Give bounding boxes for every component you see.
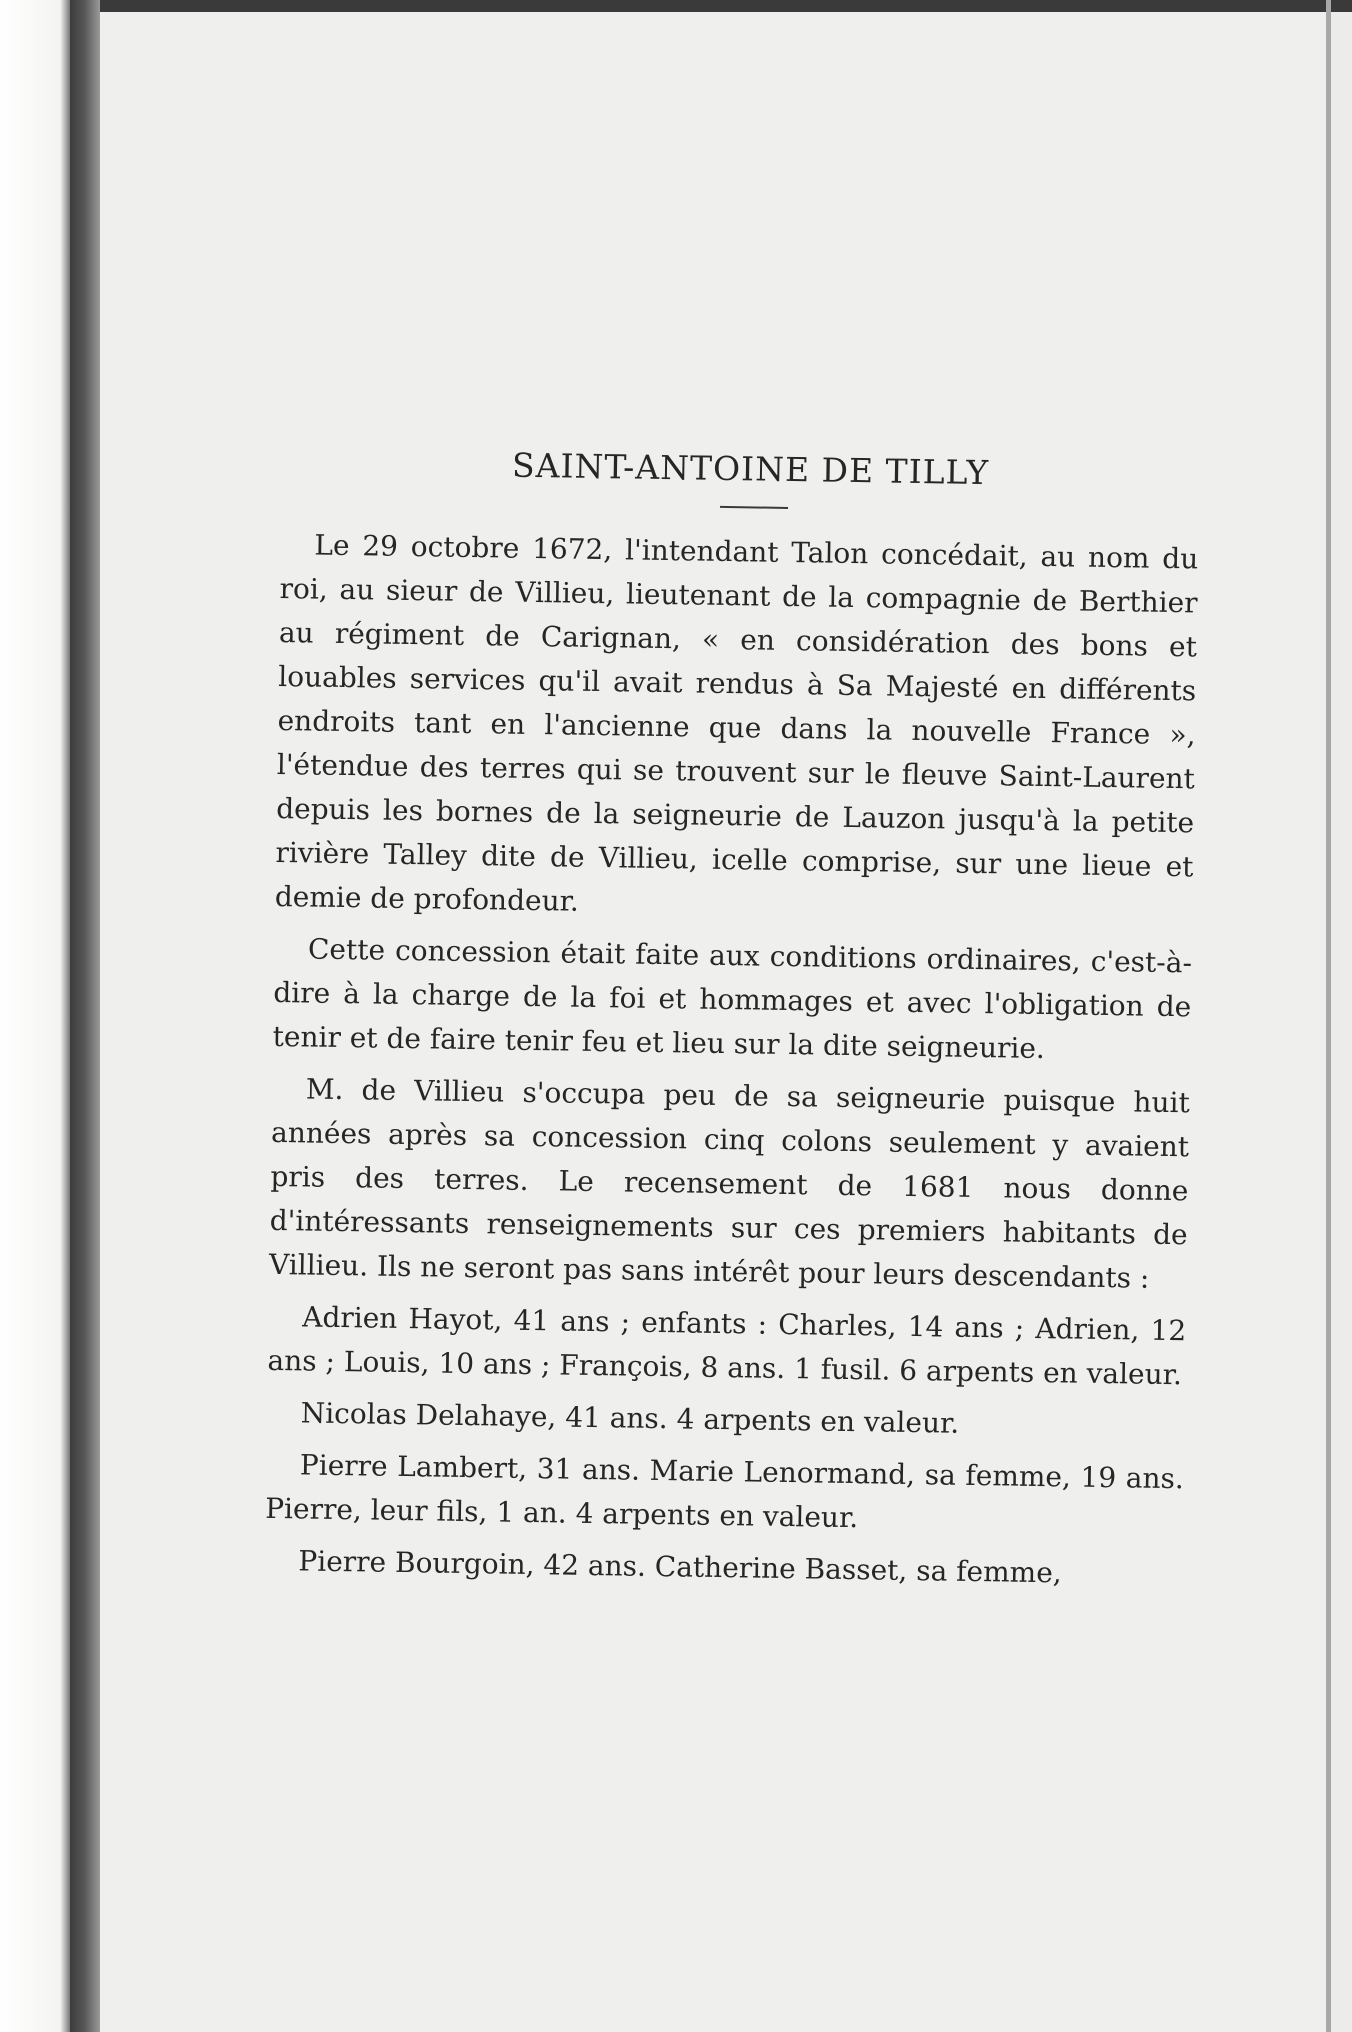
paragraph-conditions: Cette concession était faite aux conditions ordinaires, c'est-à-dire à la charge de la foi et hommages et avec l'obligation de tenir et de faire tenir feu et lieu sur la dite seigneurie. [272, 932, 1193, 1066]
page-title: SAINT-ANTOINE DE TILLY [511, 445, 990, 493]
title-divider [720, 506, 788, 509]
paragraph-concession: Le 29 octobre 1672, l'intendant Talon concédait, au nom du roi, au sieur de Villieu, lieutenant de la compagnie de Berthier au régiment de Carignan, « en considération des bons et louables services qu'il avait rendus à Sa Majesté en différents endroits tant en l'ancienne que dans la nouvelle France », l'étendue des terres qui se trouvent sur le fleuve Saint-Laurent depuis les bornes de la seigneurie de Lauzon jusqu'à la petite rivière Talley dite de Villieu, icelle comprise, sur une lieue et demie de profondeur. [274, 528, 1199, 918]
entry-nicolas-delahaye: Nicolas Delahaye, 41 ans. 4 arpents en valeur. [300, 1396, 960, 1440]
entry-adrien-hayot: Adrien Hayot, 41 ans ; enfants : Charles, 14 ans ; Adrien, 12 ans ; Louis, 10 ans ; François, 8 ans. 1 fusil. 6 arpents en valeur. [267, 1300, 1187, 1392]
scan-left-margin [0, 0, 70, 2032]
paragraph-census: M. de Villieu s'occupa peu de sa seigneurie puisque huit années après sa concession cinq colons seulement y avaient pris des terres. Le recensement de 1681 nous donne d'intéressants renseignements sur ces premiers habitants de Villieu. Ils ne seront pas sans intérêt pour leurs descendants : [268, 1072, 1190, 1295]
entry-pierre-lambert: Pierre Lambert, 31 ans. Marie Lenormand, sa femme, 19 ans. Pierre, leur fils, 1 an. 4 arpents en valeur. [264, 1448, 1185, 1535]
page-content [264, 442, 1200, 1605]
scan-right-edge [1326, 0, 1331, 2032]
book-page [100, 12, 1326, 2032]
book-gutter-shadow [70, 0, 100, 2032]
entry-pierre-bourgoin: Pierre Bourgoin, 42 ans. Catherine Basset, sa femme, [298, 1544, 1062, 1590]
scan-top-edge [0, 0, 1352, 12]
